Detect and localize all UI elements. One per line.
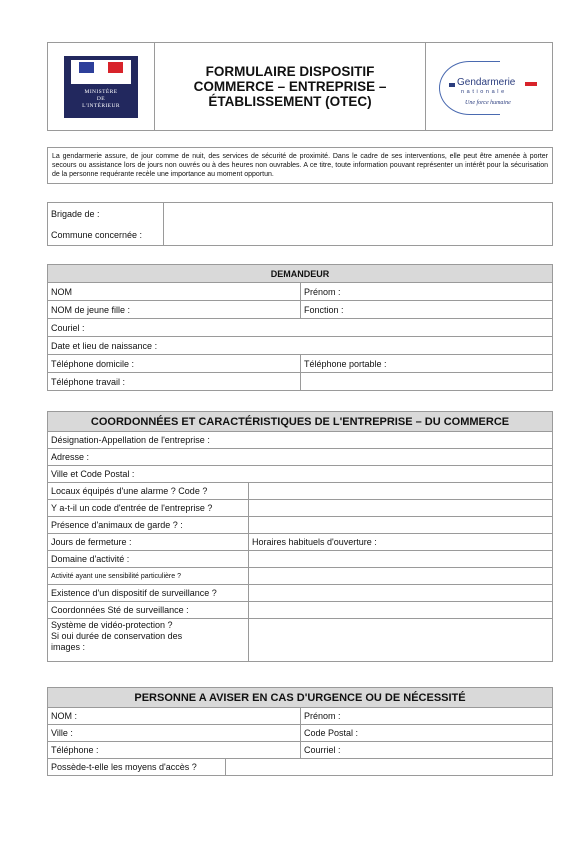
demandeur-empty-cell[interactable]: [301, 373, 553, 391]
code-entree-label: Y a-t-il un code d'entrée de l'entreprise ?: [48, 500, 249, 517]
alarme-label: Locaux équipés d'une alarme ? Code ?: [48, 483, 249, 500]
surveillance-field[interactable]: [249, 585, 553, 602]
gendarmerie-motto: Une force humaine: [465, 99, 511, 106]
ministry-emblem: [64, 56, 138, 118]
demandeur-tel-portable-field[interactable]: Téléphone portable :: [301, 355, 553, 373]
alarme-field[interactable]: [249, 483, 553, 500]
demandeur-courriel-field[interactable]: Couriel :: [48, 319, 553, 337]
brigade-label: Brigade de :: [48, 203, 164, 225]
demandeur-tel-travail-field[interactable]: Téléphone travail :: [48, 373, 301, 391]
urgence-ville-field[interactable]: Ville :: [48, 725, 301, 742]
adresse-field[interactable]: Adresse :: [48, 449, 553, 466]
ministry-logo: [48, 43, 155, 130]
demandeur-prenom-field[interactable]: Prénom :: [301, 283, 553, 301]
urgence-table: [47, 687, 553, 776]
ste-surveillance-field[interactable]: [249, 602, 553, 619]
domaine-label: Domaine d'activité :: [48, 551, 249, 568]
brigade-field[interactable]: [164, 203, 553, 246]
republique-caption: [71, 76, 131, 84]
gendarmerie-subtitle: nationale: [461, 88, 507, 95]
urgence-courriel-field[interactable]: Courriel :: [301, 742, 553, 759]
animaux-label: Présence d'animaux de garde ? :: [48, 517, 249, 534]
gendarmerie-name: Gendarmerie: [457, 76, 516, 88]
urgence-acces-field[interactable]: [226, 759, 553, 776]
code-entree-field[interactable]: [249, 500, 553, 517]
demandeur-fonction-field[interactable]: Fonction :: [301, 301, 553, 319]
urgence-acces-label: Possède-t-elle les moyens d'accès ?: [48, 759, 226, 776]
horaires-field[interactable]: Horaires habituels d'ouverture :: [249, 534, 553, 551]
brigade-table: [47, 202, 553, 246]
entreprise-heading: COORDONNÉES ET CARACTÉRISTIQUES DE L'ENTREPRISE – DU COMMERCE: [48, 412, 553, 432]
marianne-emblem: [71, 60, 131, 76]
ville-cp-field[interactable]: Ville et Code Postal :: [48, 466, 553, 483]
gendarmerie-logo: [425, 43, 552, 130]
designation-field[interactable]: Désignation-Appellation de l'entreprise :: [48, 432, 553, 449]
sensibilite-label: Activité ayant une sensibilité particulière ?: [48, 568, 249, 585]
demandeur-naissance-field[interactable]: Date et lieu de naissance :: [48, 337, 553, 355]
form-header: [47, 42, 553, 131]
commune-label: Commune concernée :: [48, 224, 164, 246]
demandeur-jeune-fille-field[interactable]: NOM de jeune fille :: [48, 301, 301, 319]
urgence-prenom-field[interactable]: Prénom :: [301, 708, 553, 725]
demandeur-nom-field[interactable]: NOM: [48, 283, 301, 301]
form-title: FORMULAIRE DISPOSITIF COMMERCE – ENTREPRISE – ÉTABLISSEMENT (OTEC): [193, 64, 387, 109]
surveillance-label: Existence d'un dispositif de surveillance ?: [48, 585, 249, 602]
video-protection-field[interactable]: [249, 619, 553, 662]
video-protection-label: Système de vidéo-protection ? Si oui durée de conservation des images :: [48, 619, 249, 662]
animaux-field[interactable]: [249, 517, 553, 534]
demandeur-tel-domicile-field[interactable]: Téléphone domicile :: [48, 355, 301, 373]
domaine-field[interactable]: [249, 551, 553, 568]
urgence-nom-field[interactable]: NOM :: [48, 708, 301, 725]
urgence-heading: PERSONNE A AVISER EN CAS D'URGENCE OU DE NÉCESSITÉ: [48, 688, 553, 708]
logo-arc: [439, 61, 500, 115]
demandeur-table: [47, 264, 553, 391]
sensibilite-field[interactable]: [249, 568, 553, 585]
ministry-name: MINISTÈRE DE L'INTÉRIEUR: [82, 88, 120, 109]
urgence-code-postal-field[interactable]: Code Postal :: [301, 725, 553, 742]
demandeur-heading: DEMANDEUR: [48, 265, 553, 283]
entreprise-table: [47, 411, 553, 662]
ste-surveillance-label: Coordonnées Sté de surveillance :: [48, 602, 249, 619]
urgence-telephone-field[interactable]: Téléphone :: [48, 742, 301, 759]
fermeture-field[interactable]: Jours de fermeture :: [48, 534, 249, 551]
intro-text: La gendarmerie assure, de jour comme de nuit, des services de sécurité de proximité. Dans le cadre de ses interventions, elle peut être amenée à porter secours ou assistance lors de jours non ouvrés ou à des heures non ouvrables. A ce titre, toute information pouvant représenter un intérêt pour la sécurisation de la personne requérante recèle une importance au moment opportun.: [47, 147, 553, 184]
